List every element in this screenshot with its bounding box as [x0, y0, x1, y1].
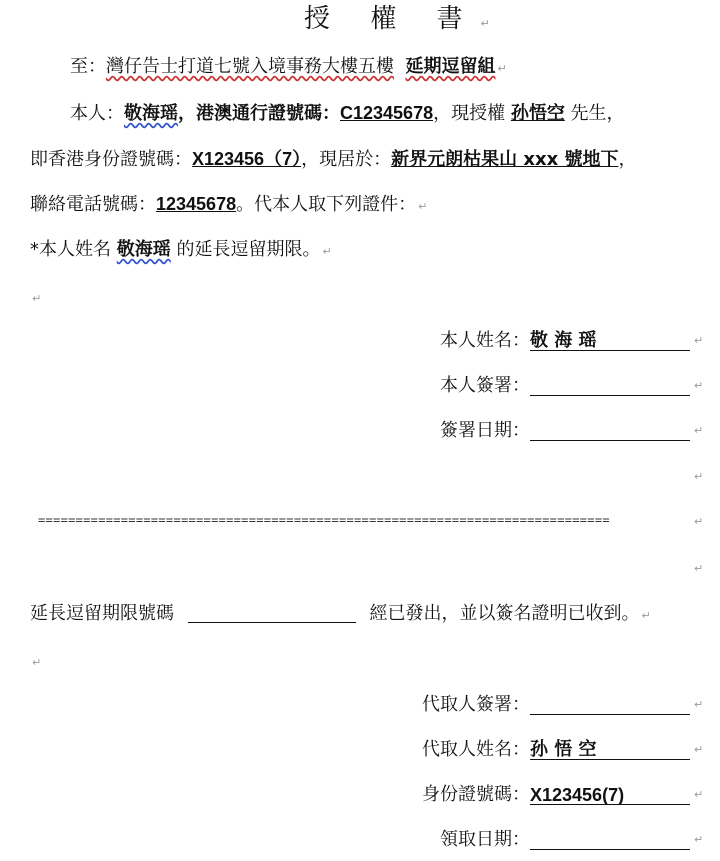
- receipt-line: [30, 601, 651, 629]
- field-label: 簽署日期：: [440, 420, 530, 441]
- to-unit: 延期逗留組: [405, 56, 496, 77]
- applicant-name-field: [440, 328, 690, 354]
- paragraph-mark-icon: ↵: [32, 292, 42, 305]
- agent-signature-blank[interactable]: [530, 692, 690, 715]
- applicant-signature-blank[interactable]: [530, 373, 690, 396]
- paragraph-mark-icon: ↵: [694, 698, 704, 711]
- applicant-name-value[interactable]: 敬 海 瑶: [530, 328, 690, 351]
- text: ，港澳通行證號碼：: [178, 103, 340, 124]
- field-label: 代取人簽署：: [422, 694, 530, 715]
- agent-id-value[interactable]: X123456(7): [530, 782, 690, 805]
- text: 即香港身份證號碼：: [30, 149, 192, 170]
- text: 。代本人取下列證件：: [236, 194, 417, 215]
- text: 的延長逗留期限。: [170, 239, 321, 260]
- separator-line: ============================================================================: [38, 513, 610, 527]
- extension-number-blank[interactable]: [188, 604, 356, 623]
- paragraph-mark-icon: ↵: [694, 743, 704, 756]
- collection-date-field: [440, 827, 690, 853]
- paragraph-mark-icon: ↵: [322, 245, 332, 258]
- field-label: 代取人姓名：: [422, 739, 530, 760]
- field-label: 身份證號碼：: [422, 784, 530, 805]
- to-line: [70, 54, 507, 82]
- residential-address: 新界元朗枯果山 xxx 號地下: [391, 149, 619, 170]
- text: 延長逗留期限號碼: [30, 603, 174, 624]
- paragraph-mark-icon: ↵: [694, 788, 704, 801]
- paragraph-1: [70, 100, 625, 127]
- paragraph-mark-icon: ↵: [694, 424, 704, 437]
- agent-name: 孙悟空: [510, 103, 565, 124]
- paragraph-mark-icon: ↵: [694, 833, 704, 846]
- agent-id-field: [422, 782, 690, 808]
- paragraph-mark-icon: ↵: [497, 62, 507, 75]
- field-label: 領取日期：: [440, 829, 530, 850]
- paragraph-4: [30, 237, 332, 265]
- paragraph-mark-icon: ↵: [418, 200, 428, 213]
- paragraph-2: [30, 146, 636, 173]
- text: 本人：: [70, 103, 124, 124]
- text: ，現授權: [433, 103, 511, 124]
- paragraph-mark-icon: ↵: [694, 470, 704, 483]
- document-title: 授 權 書 ↵: [304, 4, 506, 34]
- empty-paragraph: [30, 648, 41, 676]
- text: 經已發出，並以簽名證明已收到。: [369, 603, 640, 624]
- applicant-signature-field: [440, 373, 690, 399]
- agent-name-value[interactable]: 孙 悟 空: [530, 737, 690, 760]
- hkid-number: X123456（7）: [192, 149, 302, 169]
- text: ，現居於：: [301, 149, 392, 170]
- paragraph-mark-icon: ↵: [694, 515, 704, 528]
- paragraph-mark-icon: ↵: [480, 17, 506, 30]
- phone-number: 12345678: [156, 194, 237, 214]
- text: 先生，: [564, 103, 625, 124]
- field-label: 本人簽署：: [440, 375, 530, 396]
- to-prefix: 至：: [70, 56, 106, 77]
- paragraph-mark-icon: ↵: [641, 609, 651, 622]
- agent-name-field: [422, 737, 690, 763]
- collection-date-blank[interactable]: [530, 827, 690, 850]
- text: 聯絡電話號碼：: [30, 194, 156, 215]
- paragraph-mark-icon: ↵: [32, 656, 42, 669]
- paragraph-3: [30, 191, 427, 220]
- agent-signature-field: [422, 692, 690, 718]
- paragraph-mark-icon: ↵: [694, 379, 704, 392]
- applicant-date-blank[interactable]: [530, 418, 690, 441]
- empty-paragraph: [30, 284, 41, 312]
- text: *本人姓名: [30, 239, 117, 260]
- applicant-date-field: [440, 418, 690, 444]
- applicant-name: 敬海瑶: [124, 103, 178, 124]
- field-label: 本人姓名：: [440, 330, 530, 351]
- to-address: 灣仔告士打道七號入境事務大樓五樓: [106, 56, 394, 77]
- permit-number: C12345678: [340, 103, 434, 123]
- applicant-name: 敬海瑶: [116, 239, 171, 260]
- text: ，: [618, 149, 637, 170]
- paragraph-mark-icon: ↵: [694, 334, 704, 347]
- paragraph-mark-icon: ↵: [694, 562, 704, 575]
